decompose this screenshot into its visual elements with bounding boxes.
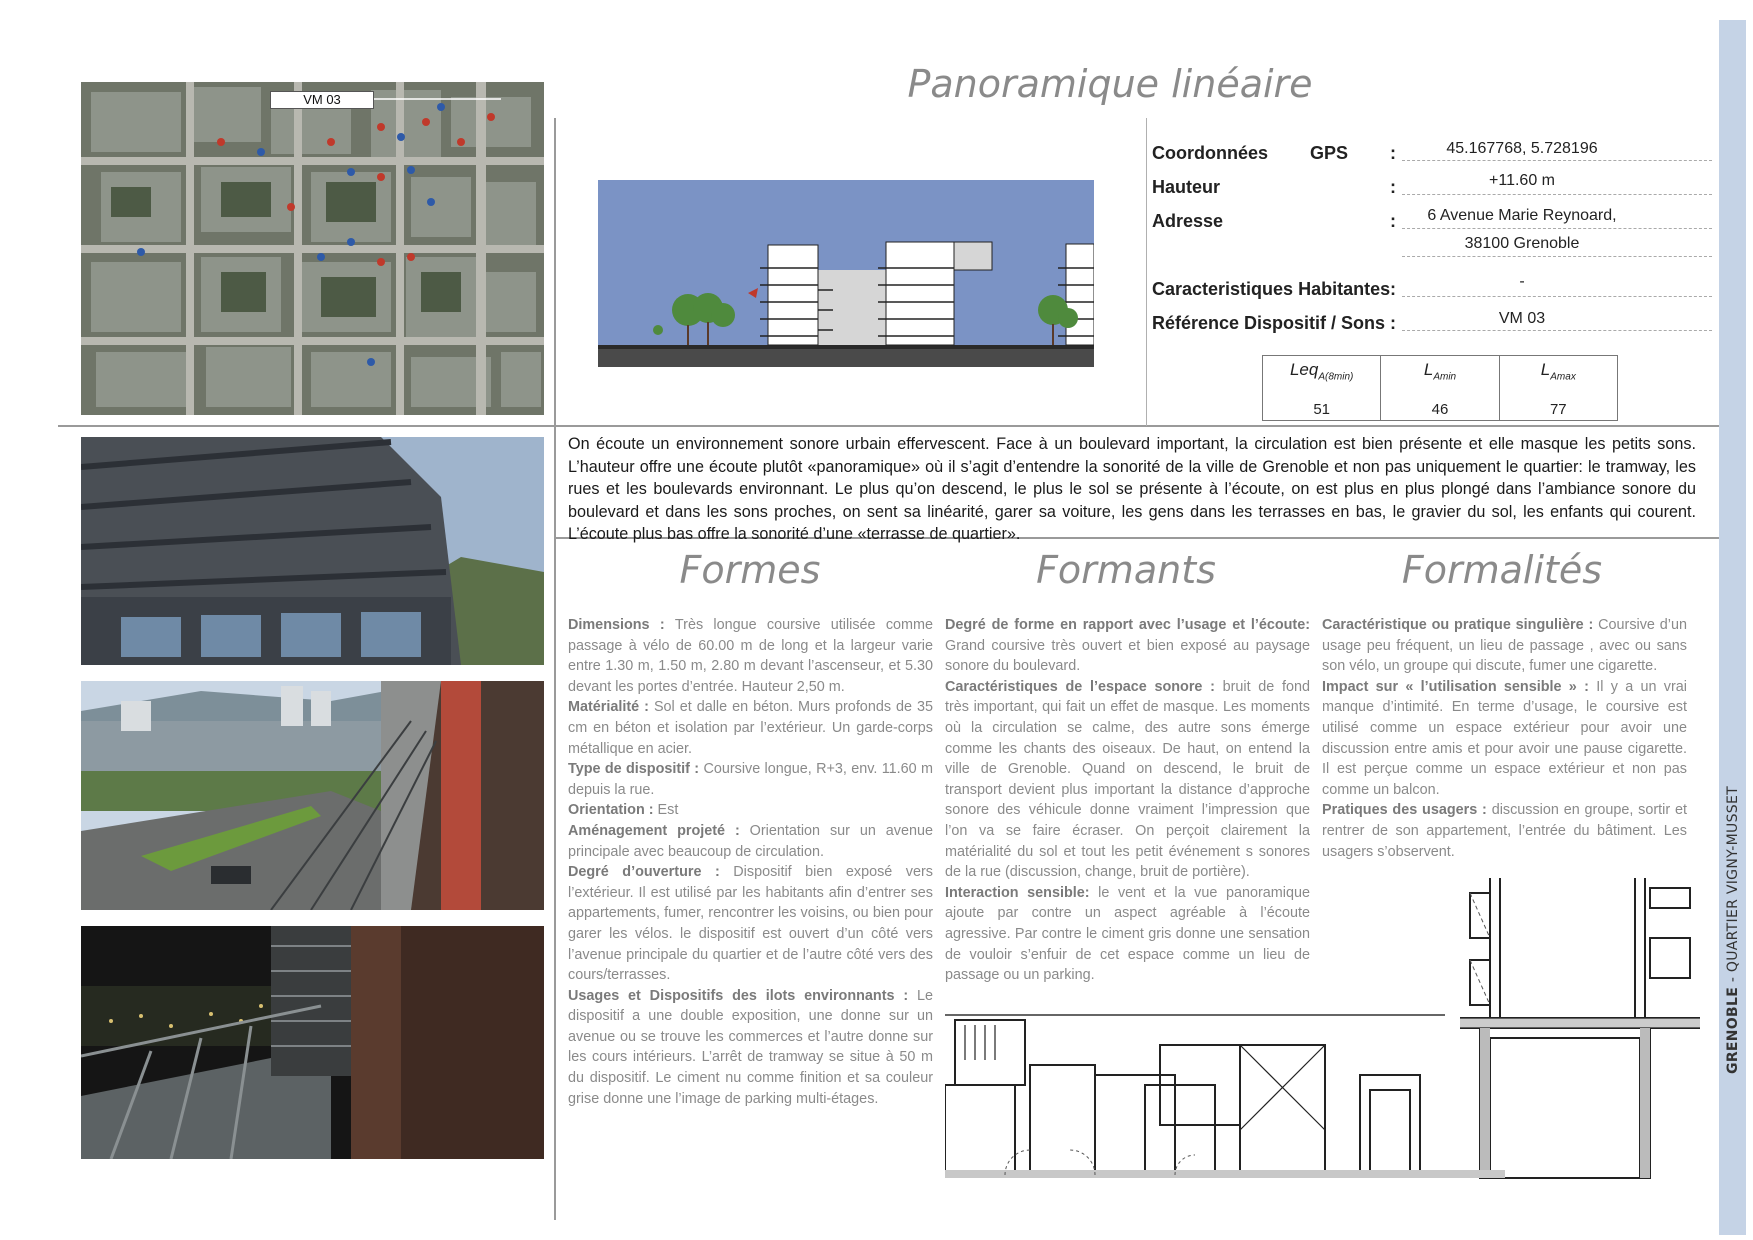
column-paragraph bbox=[568, 986, 933, 1110]
column-paragraph bbox=[945, 615, 1310, 677]
side-label-district: QUARTIER VIGNY-MUSSET bbox=[1724, 786, 1741, 973]
aerial-map bbox=[81, 82, 544, 415]
photo-facade bbox=[81, 437, 544, 665]
page-title: Panoramique linéaire bbox=[907, 62, 1313, 106]
column-paragraph bbox=[568, 800, 933, 821]
column-key: Impact sur « l’utilisation sensible » : bbox=[1322, 678, 1597, 695]
column-formalites bbox=[1322, 615, 1687, 862]
photo-corridor-night bbox=[81, 926, 544, 1159]
column-formes bbox=[568, 615, 933, 1109]
field-value-height: +11.60 m bbox=[1489, 172, 1555, 189]
map-label: VM 03 bbox=[270, 91, 374, 109]
column-paragraph bbox=[1322, 800, 1687, 862]
column-paragraph bbox=[1322, 677, 1687, 801]
column-text: Coursive longue, R+3, env. 11.60 m depuis la rue. bbox=[568, 761, 933, 798]
photo-corridor-day bbox=[81, 681, 544, 910]
column-key: Degré d’ouverture : bbox=[568, 864, 734, 881]
measure-lamin: $L_{Amin}$ 46 bbox=[1381, 356, 1499, 420]
column-paragraph bbox=[568, 862, 933, 986]
column-text: Est bbox=[657, 802, 679, 819]
column-text: Le dispositif a une double exposition, une donne sur un avenue ou se trouve les commerces et l’autre donne sur les cours intérieurs. L’arrêt de tramway se situe à 50 m du dispositif. Le ciment nu comme finition et sa couleur grise donne une l’image de parking multi-étages. bbox=[568, 987, 933, 1107]
column-key: Interaction sensible: bbox=[945, 884, 1099, 901]
column-key: Type de dispositif : bbox=[568, 761, 704, 778]
column-text: bruit de fond très important, qui fait un effet de masque. Les moments où la circulation se calme, des autre sons émerge comme les chants des oiseaux. De haut, on entend la ville de Grenoble. Quand on descend, le bruit de transport devient plus important la distance d’approche sonore des véhicule donne vraiment l’impression que l’on va se faire écraser. On perçoit clairement la matérialité du sol et tout les petit événement s sonores de la rue (discussion, change, bruit de portière). bbox=[945, 678, 1310, 881]
heading-formalites: Formalités bbox=[1401, 548, 1603, 592]
divider-vertical-main bbox=[554, 118, 556, 1220]
column-text: Grand coursive très ouvert et bien exposé au paysage sonore du boulevard. bbox=[945, 637, 1310, 675]
column-key: Caractéristique ou pratique singulière : bbox=[1322, 617, 1599, 633]
column-paragraph bbox=[568, 821, 933, 862]
column-key: Orientation : bbox=[568, 802, 658, 819]
floor-plan-drawing bbox=[945, 1010, 1675, 1180]
column-paragraph bbox=[568, 759, 933, 800]
measure-leq-value: 51 bbox=[1313, 401, 1330, 418]
elevation-drawing bbox=[598, 180, 1094, 367]
description-paragraph: On écoute un environnement sonore urbain effervescent. Face à un boulevard important, la circulation est bien présente et elle masque les petits sons. L’hauteur offre une écoute plutôt «panoramique» où il s’agit d’entendre la sonorité de la ville de Grenoble et non pas uniquement le quartier: le tramway, les rues et les boulevards environnant. Le plus qu’on descend, le plus le sol se présente à l’écoute, on est plus en plus plongé dans l’ambiance sonore du boulevard et dans les sons proches, on sent sa linéarité, garer sa voiture, les gens dans les terrasses en bas, le gravier du sol, les enfants qui courent. L’écoute plus bas offre la sonorité d’une «terrasse de quartier». bbox=[568, 435, 1696, 544]
column-key: Aménagement projeté : bbox=[568, 822, 750, 839]
column-paragraph bbox=[1322, 615, 1687, 677]
field-label-inhabitants: Caracteristiques Habitantes bbox=[1152, 279, 1391, 299]
column-text: le vent et la vue panoramique ajoute par contre un aspect agréable à l’écoute agressive. Par contre le ciment gris donne une sensation de vouloir s’enfuir de cet espace comme un lieu de passage ou un parking. bbox=[945, 884, 1310, 984]
side-label-city: GRENOBLE bbox=[1724, 986, 1741, 1074]
field-value-inhabitants: - bbox=[1519, 273, 1525, 290]
field-label-gps: GPS bbox=[1310, 143, 1349, 163]
column-text: Il y a un vrai manque d’intimité. En terme d’usage, le coursive est utilisé comme un espace extérieur pour avoir une discussion entre amis et pour avoir une pause cigarette. Il est perçue comme un espace extérieur et non pas comme un balcon. bbox=[1322, 678, 1687, 798]
measure-lamin-value: 46 bbox=[1431, 401, 1449, 418]
column-paragraph bbox=[945, 677, 1310, 883]
field-label-address: Adresse bbox=[1152, 211, 1224, 231]
info-fields: Coordonnées GPS : 45.167768, 5.728196 Hauteur : +11.60 m Adresse : 6 Avenue Marie Reynoard, 38100 Grenoble Caracteristiques Habitantes : - Référence Dispositif / Sons : VM 03 bbox=[1152, 140, 1712, 340]
column-text: Coursive d’un usage peu fréquent, un lieu de passage , avec ou sans son vélo, un groupe qui discute, fumer une cigarette. bbox=[1322, 617, 1687, 675]
column-paragraph bbox=[945, 883, 1310, 986]
column-text: discussion en groupe, sortir et rentrer de son appartement, l’entrée du bâtiment. Les usagers s’observent. bbox=[1322, 802, 1687, 860]
heading-formants: Formants bbox=[1036, 548, 1216, 592]
column-key: Caractéristiques de l’espace sonore : bbox=[945, 678, 1223, 695]
column-key: Usages et Dispositifs des ilots environnants : bbox=[568, 987, 917, 1004]
divider-vertical-info bbox=[1146, 118, 1147, 426]
column-key: Dimensions : bbox=[568, 617, 675, 633]
field-value-reference: VM 03 bbox=[1498, 310, 1546, 327]
column-formants bbox=[945, 615, 1310, 986]
field-label-coordinates: Coordonnées bbox=[1152, 143, 1269, 163]
column-text: Dispositif bien exposé vers l’extérieur. Il est utilisé par les habitants afin d’entrer ses appartements, fumer, rencontrer les voisins, ou bien pour garer les vélos. le dispositif est ouvert d’un côté vers l’avenue principale du quartier et de l’autre côté vers des cours/terrasses. bbox=[568, 864, 933, 984]
column-key: Matérialité : bbox=[568, 699, 654, 716]
side-label: GRENOBLE - QUARTIER VIGNY-MUSSET bbox=[1724, 786, 1741, 1074]
column-text: Très longue coursive utilisée comme passage à vélo de 60.00 m de long et la largeur varie entre 1.30 m, 1.50 m, 2.80 m devant l’ascenseur, et 5.30 devant les portes d’entrée. Hauteur 2,50 m. bbox=[568, 617, 934, 695]
column-key: Degré de forme en rapport avec l’usage et l’écoute: bbox=[945, 617, 1310, 633]
field-value-coordinates: 45.167768, 5.728196 bbox=[1446, 140, 1598, 157]
field-value-address-city: 38100 Grenoble bbox=[1464, 235, 1580, 252]
column-text: Sol et dalle en béton. Murs profonds de 35 cm en béton et isolation par l’extérieur. Un garde-corps métallique en acier. bbox=[568, 699, 933, 757]
measure-lamax: $L_{Amax}$ 77 bbox=[1500, 356, 1617, 420]
field-label-height: Hauteur bbox=[1152, 177, 1221, 197]
column-paragraph bbox=[568, 615, 933, 697]
divider-top bbox=[58, 425, 1719, 427]
column-paragraph bbox=[568, 697, 933, 759]
measures-table bbox=[1262, 355, 1618, 421]
column-key: Pratiques des usagers : bbox=[1322, 802, 1492, 819]
measure-lamax-value: 77 bbox=[1549, 401, 1567, 418]
field-label-reference: Référence Dispositif / Sons bbox=[1152, 313, 1386, 333]
heading-formes: Formes bbox=[679, 548, 821, 592]
column-text: Orientation sur un avenue principale avec beaucoup de circulation. bbox=[568, 822, 933, 860]
field-value-address: 6 Avenue Marie Reynoard, bbox=[1427, 207, 1617, 224]
measure-leq: Leq$_{A(8min)}$ 51 bbox=[1263, 356, 1381, 420]
